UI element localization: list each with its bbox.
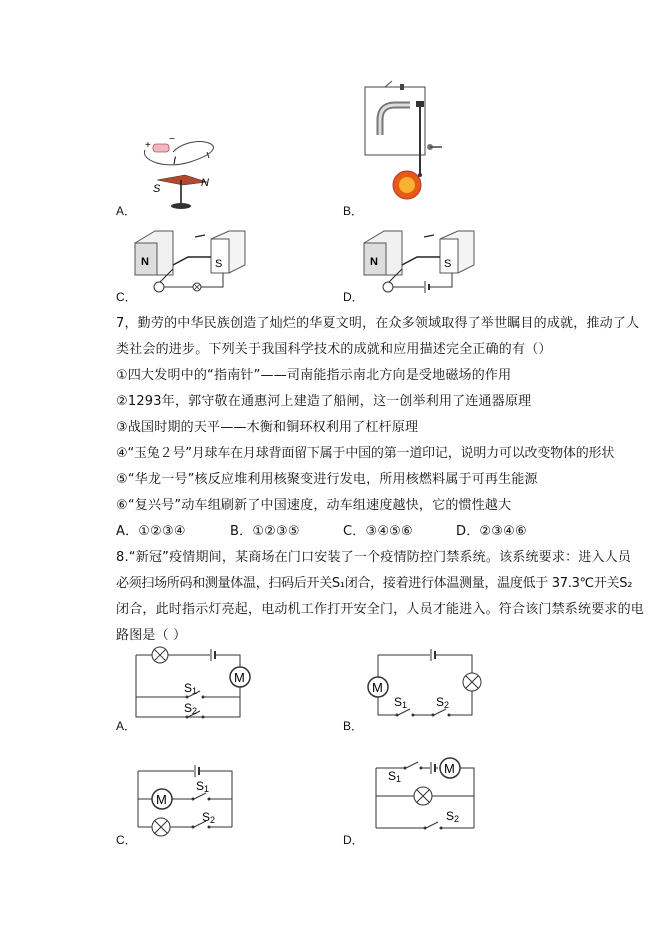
option-a-label: A． bbox=[116, 719, 137, 733]
circuit-a bbox=[128, 645, 268, 725]
q8-stem-line-4: 路图是（ ） bbox=[116, 628, 187, 643]
q7-stem-line-1: 7，勤劳的中华民族创造了灿烂的华夏文明，在众多领域取得了举世瞩目的成就，推动了人 bbox=[116, 316, 640, 331]
s1-subscript: 1 bbox=[192, 686, 198, 696]
circuit-b bbox=[360, 645, 490, 723]
south-label: S bbox=[153, 183, 161, 195]
s1-subscript: 1 bbox=[402, 700, 408, 710]
q7-option-b: B．①②③⑤ bbox=[230, 524, 300, 539]
q7-item-4: ④“玉兔２号”月球车在月球背面留下属于中国的第一道印记，说明力可以改变物体的形状 bbox=[116, 446, 615, 461]
q7-item-5: ⑤“华龙一号”核反应堆利用核聚变进行发电，所用核燃料属于可再生能源 bbox=[116, 472, 538, 487]
option-c-label: C． bbox=[116, 290, 137, 304]
q7-option-c: C．③④⑤⑥ bbox=[343, 524, 413, 539]
motor-label: M bbox=[444, 761, 455, 776]
figure-6a-oersted bbox=[135, 130, 235, 212]
north-label: N bbox=[201, 177, 209, 189]
motor-label: M bbox=[156, 792, 167, 807]
q7-item-3: ③战国时期的天平——木衡和铜环权利用了杠杆原理 bbox=[116, 420, 419, 435]
q8-stem-line-3: 闭合，此时指示灯亮起，电动机工作打开安全门，人员才能进入。符合该门禁系统要求的电 bbox=[116, 602, 645, 617]
q7-item-6: ⑥“复兴号”动车组刷新了中国速度，动车组速度越快，它的惯性越大 bbox=[116, 498, 512, 513]
magnet-n-label: N bbox=[141, 256, 149, 268]
s2-label: S bbox=[202, 810, 211, 824]
s1-subscript: 1 bbox=[396, 774, 402, 784]
option-a-label: A． bbox=[116, 204, 137, 218]
arrow-icon bbox=[195, 235, 205, 237]
option-d-label: D． bbox=[343, 833, 364, 847]
s2-label: S bbox=[446, 809, 455, 823]
battery-icon bbox=[153, 144, 169, 152]
motor-label: M bbox=[234, 670, 245, 685]
option-d-label: D． bbox=[343, 290, 364, 304]
q7-item-2: ②1293年，郭守敬在通惠河上建造了船闸，这一创举利用了连通器原理 bbox=[116, 394, 532, 409]
s2-subscript: 2 bbox=[210, 815, 216, 825]
figure-6d-motor-battery bbox=[362, 225, 482, 297]
magnet-s-label: S bbox=[444, 258, 452, 270]
s1-label: S bbox=[388, 769, 397, 783]
s2-subscript: 2 bbox=[454, 814, 460, 824]
q7-stem-line-2: 类社会的进步。下列关于我国科学技术的成就和应用描述完全正确的有（） bbox=[116, 342, 552, 357]
option-c-label: C． bbox=[116, 833, 137, 847]
s2-subscript: 2 bbox=[444, 700, 450, 710]
magnet-s-label: S bbox=[215, 258, 223, 270]
arrow-icon bbox=[424, 235, 434, 237]
minus-label: − bbox=[169, 134, 175, 145]
option-b-label: B． bbox=[343, 719, 364, 733]
option-b-label: B． bbox=[343, 204, 364, 218]
q7-item-1: ①四大发明中的“指南针”——司南能指示南北方向是受地磁场的作用 bbox=[116, 368, 512, 383]
q8-stem-line-1: 8.“新冠”疫情期间，某商场在门口安装了一个疫情防控门禁系统。该系统要求：进入人员 bbox=[116, 550, 632, 565]
s2-label: S bbox=[436, 695, 445, 709]
s2-label: S bbox=[184, 701, 193, 715]
compass-needle-icon bbox=[157, 175, 207, 185]
motor-label: M bbox=[372, 680, 383, 695]
switch-icon bbox=[385, 81, 392, 87]
circuit-d bbox=[364, 748, 484, 838]
s1-subscript: 1 bbox=[204, 784, 210, 794]
s1-label: S bbox=[196, 779, 205, 793]
plus-label: + bbox=[145, 140, 151, 151]
q7-option-d: D．②③④⑥ bbox=[456, 524, 527, 539]
s1-label: S bbox=[394, 695, 403, 709]
magnet-n-label: N bbox=[370, 256, 378, 268]
q8-stem-line-2: 必须扫场所码和测量体温，扫码后开关S₁闭合，接着进行体温测量，温度低于 37.3℃开关S₂ bbox=[116, 576, 633, 591]
s2-subscript: 2 bbox=[192, 706, 198, 716]
s1-label: S bbox=[184, 681, 193, 695]
figure-6b-electric-bell bbox=[350, 75, 460, 215]
current-label: I bbox=[173, 155, 177, 167]
figure-6c-induction-galvanometer bbox=[133, 225, 253, 297]
circuit-c bbox=[128, 755, 248, 841]
q7-option-a: A．①②③④ bbox=[116, 524, 186, 539]
